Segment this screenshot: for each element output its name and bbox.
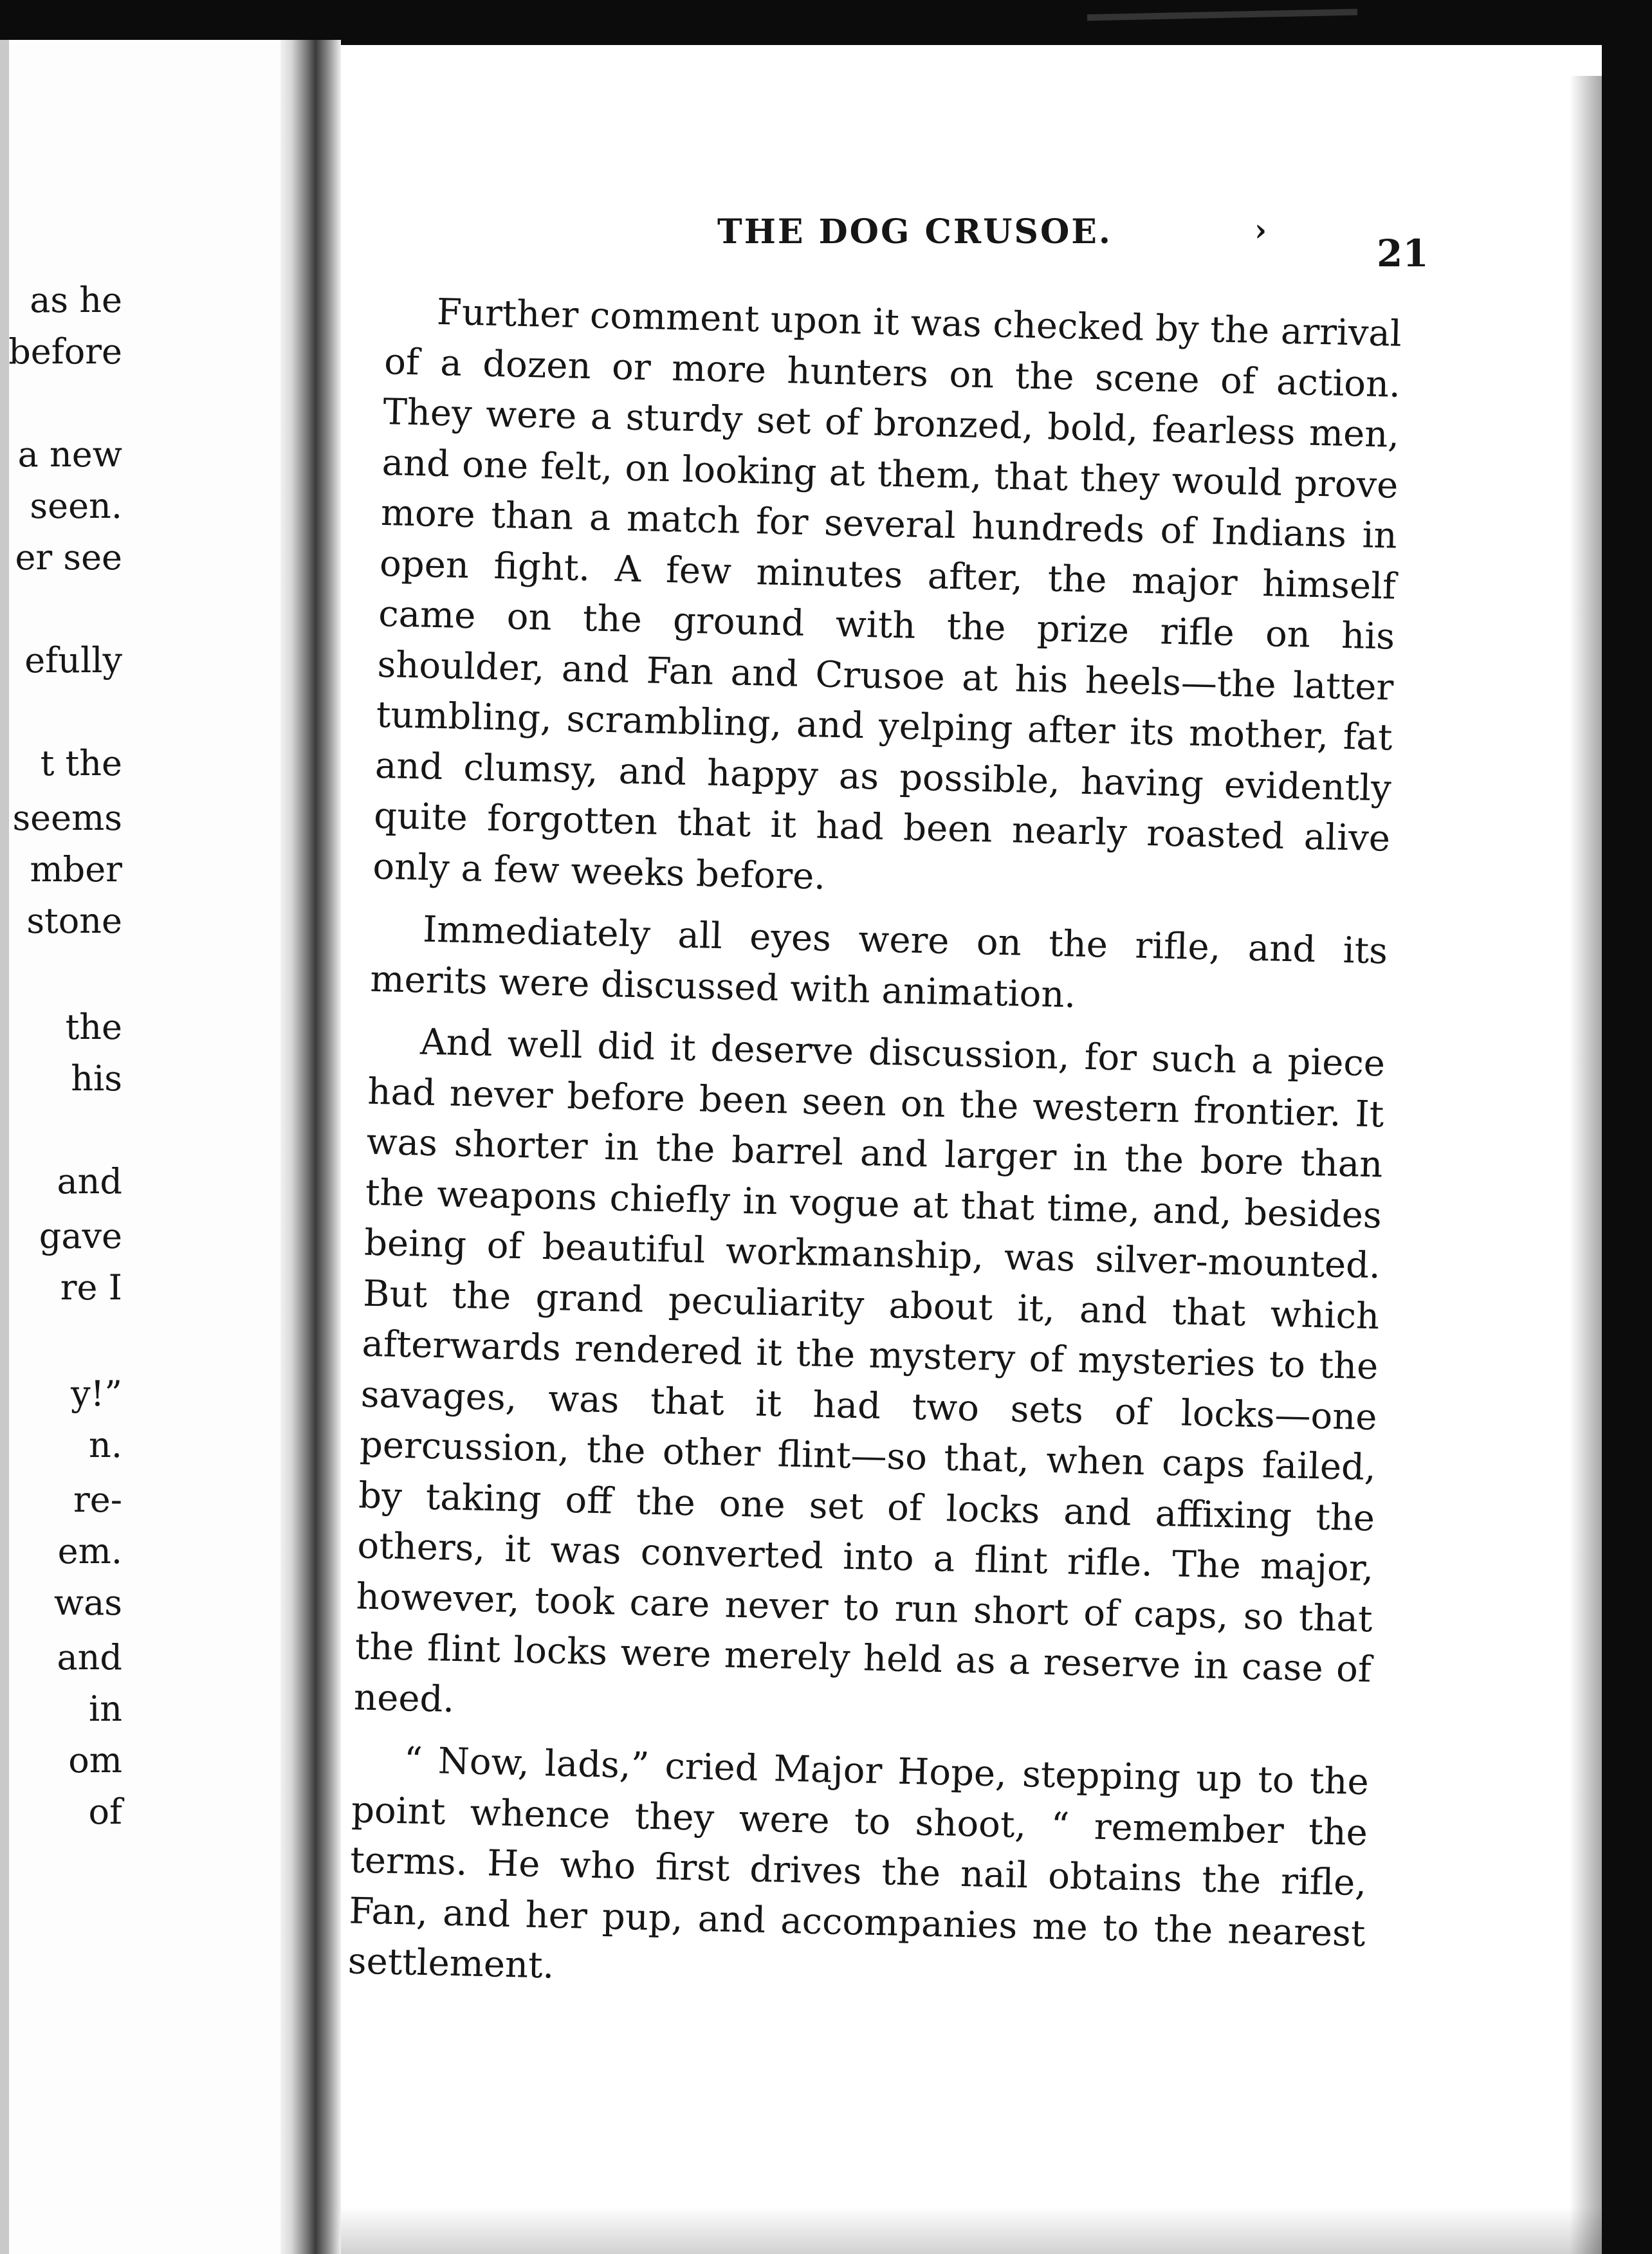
running-header: THE DOG CRUSOE. xyxy=(717,212,1113,252)
left-line: of xyxy=(88,1791,122,1832)
page-number: 21 xyxy=(1377,232,1429,275)
body-text xyxy=(347,286,1402,2022)
paragraph: Further comment upon it was checked by the arrival of a dozen or more hunters on the scene of action. They were a sturdy set of bronzed, bold, fearless men, and one felt, on looking at them, that they would prove more than a match for several hundreds of Indians in open fight. A few minutes after, the major himself came on the ground with the prize rifle on his shoulder, and Fan and Crusoe at his heels—the latter tumbling, scrambling, and yelping after its mother, fat and clumsy, and happy as possible, having evidently quite forgotten that it had been nearly roasted alive only a few weeks before. xyxy=(372,291,1402,898)
left-line: t the xyxy=(40,743,122,783)
left-line: er see xyxy=(15,537,122,578)
left-line: a new xyxy=(17,434,122,475)
left-line: efully xyxy=(24,640,122,681)
paragraph: And well did it deserve discussion, for such a piece had never before been seen on the western frontier. It was shorter in the barrel and larger in the bore than the weapons chiefly in vogue at that time, and, besides being of beautiful workmanship, was silver-mounted. But the grand peculiarity about it, and that which afterwards rendered it the mystery of mysteries to the savages, was that it had two sets of locks—one percussion, the other flint—so that, when caps failed, by taking off the one set of locks and affixing the others, it was converted into a flint rifle. The major, however, took care never to run short of caps, so that the flint locks were merely held as a reserve in case of need. xyxy=(353,1021,1386,1721)
left-line: was xyxy=(53,1582,122,1623)
left-line: em. xyxy=(57,1531,122,1571)
left-line: the xyxy=(65,1007,122,1047)
header-mark: › xyxy=(1254,212,1267,248)
left-line: in xyxy=(88,1689,122,1729)
left-line: mber xyxy=(30,849,122,890)
bottom-shade xyxy=(341,2206,1602,2254)
scan-border-right xyxy=(1602,0,1652,2254)
left-line: his xyxy=(71,1058,122,1099)
left-line: seen. xyxy=(30,486,122,526)
paragraph: Immediately all eyes were on the rifle, and its merits were discussed with animation. xyxy=(369,908,1388,1016)
left-line: and xyxy=(57,1161,122,1202)
left-line: re I xyxy=(60,1267,122,1308)
left-page-text xyxy=(0,0,122,2254)
paragraph: “ Now, lads,” cried Major Hope, stepping up to the point whence they were to shoot, “ remember the terms. He who first drives the nail obtains the rifle, Fan, and her pup, and accompanies me to the nearest settlement. xyxy=(347,1739,1370,1987)
right-page-edge-shadow xyxy=(1570,76,1602,2254)
left-line: before xyxy=(8,331,122,372)
left-line: n. xyxy=(89,1425,122,1465)
left-line: gave xyxy=(39,1216,122,1256)
left-line: y!” xyxy=(71,1373,122,1414)
left-line: om xyxy=(68,1740,122,1781)
left-line: re- xyxy=(73,1480,122,1520)
scan-border-top xyxy=(0,0,1652,45)
left-line: seems xyxy=(12,798,122,838)
book-gutter xyxy=(280,40,341,2254)
left-line: and xyxy=(57,1637,122,1678)
left-line: stone xyxy=(26,901,122,941)
left-line: as he xyxy=(30,280,122,320)
